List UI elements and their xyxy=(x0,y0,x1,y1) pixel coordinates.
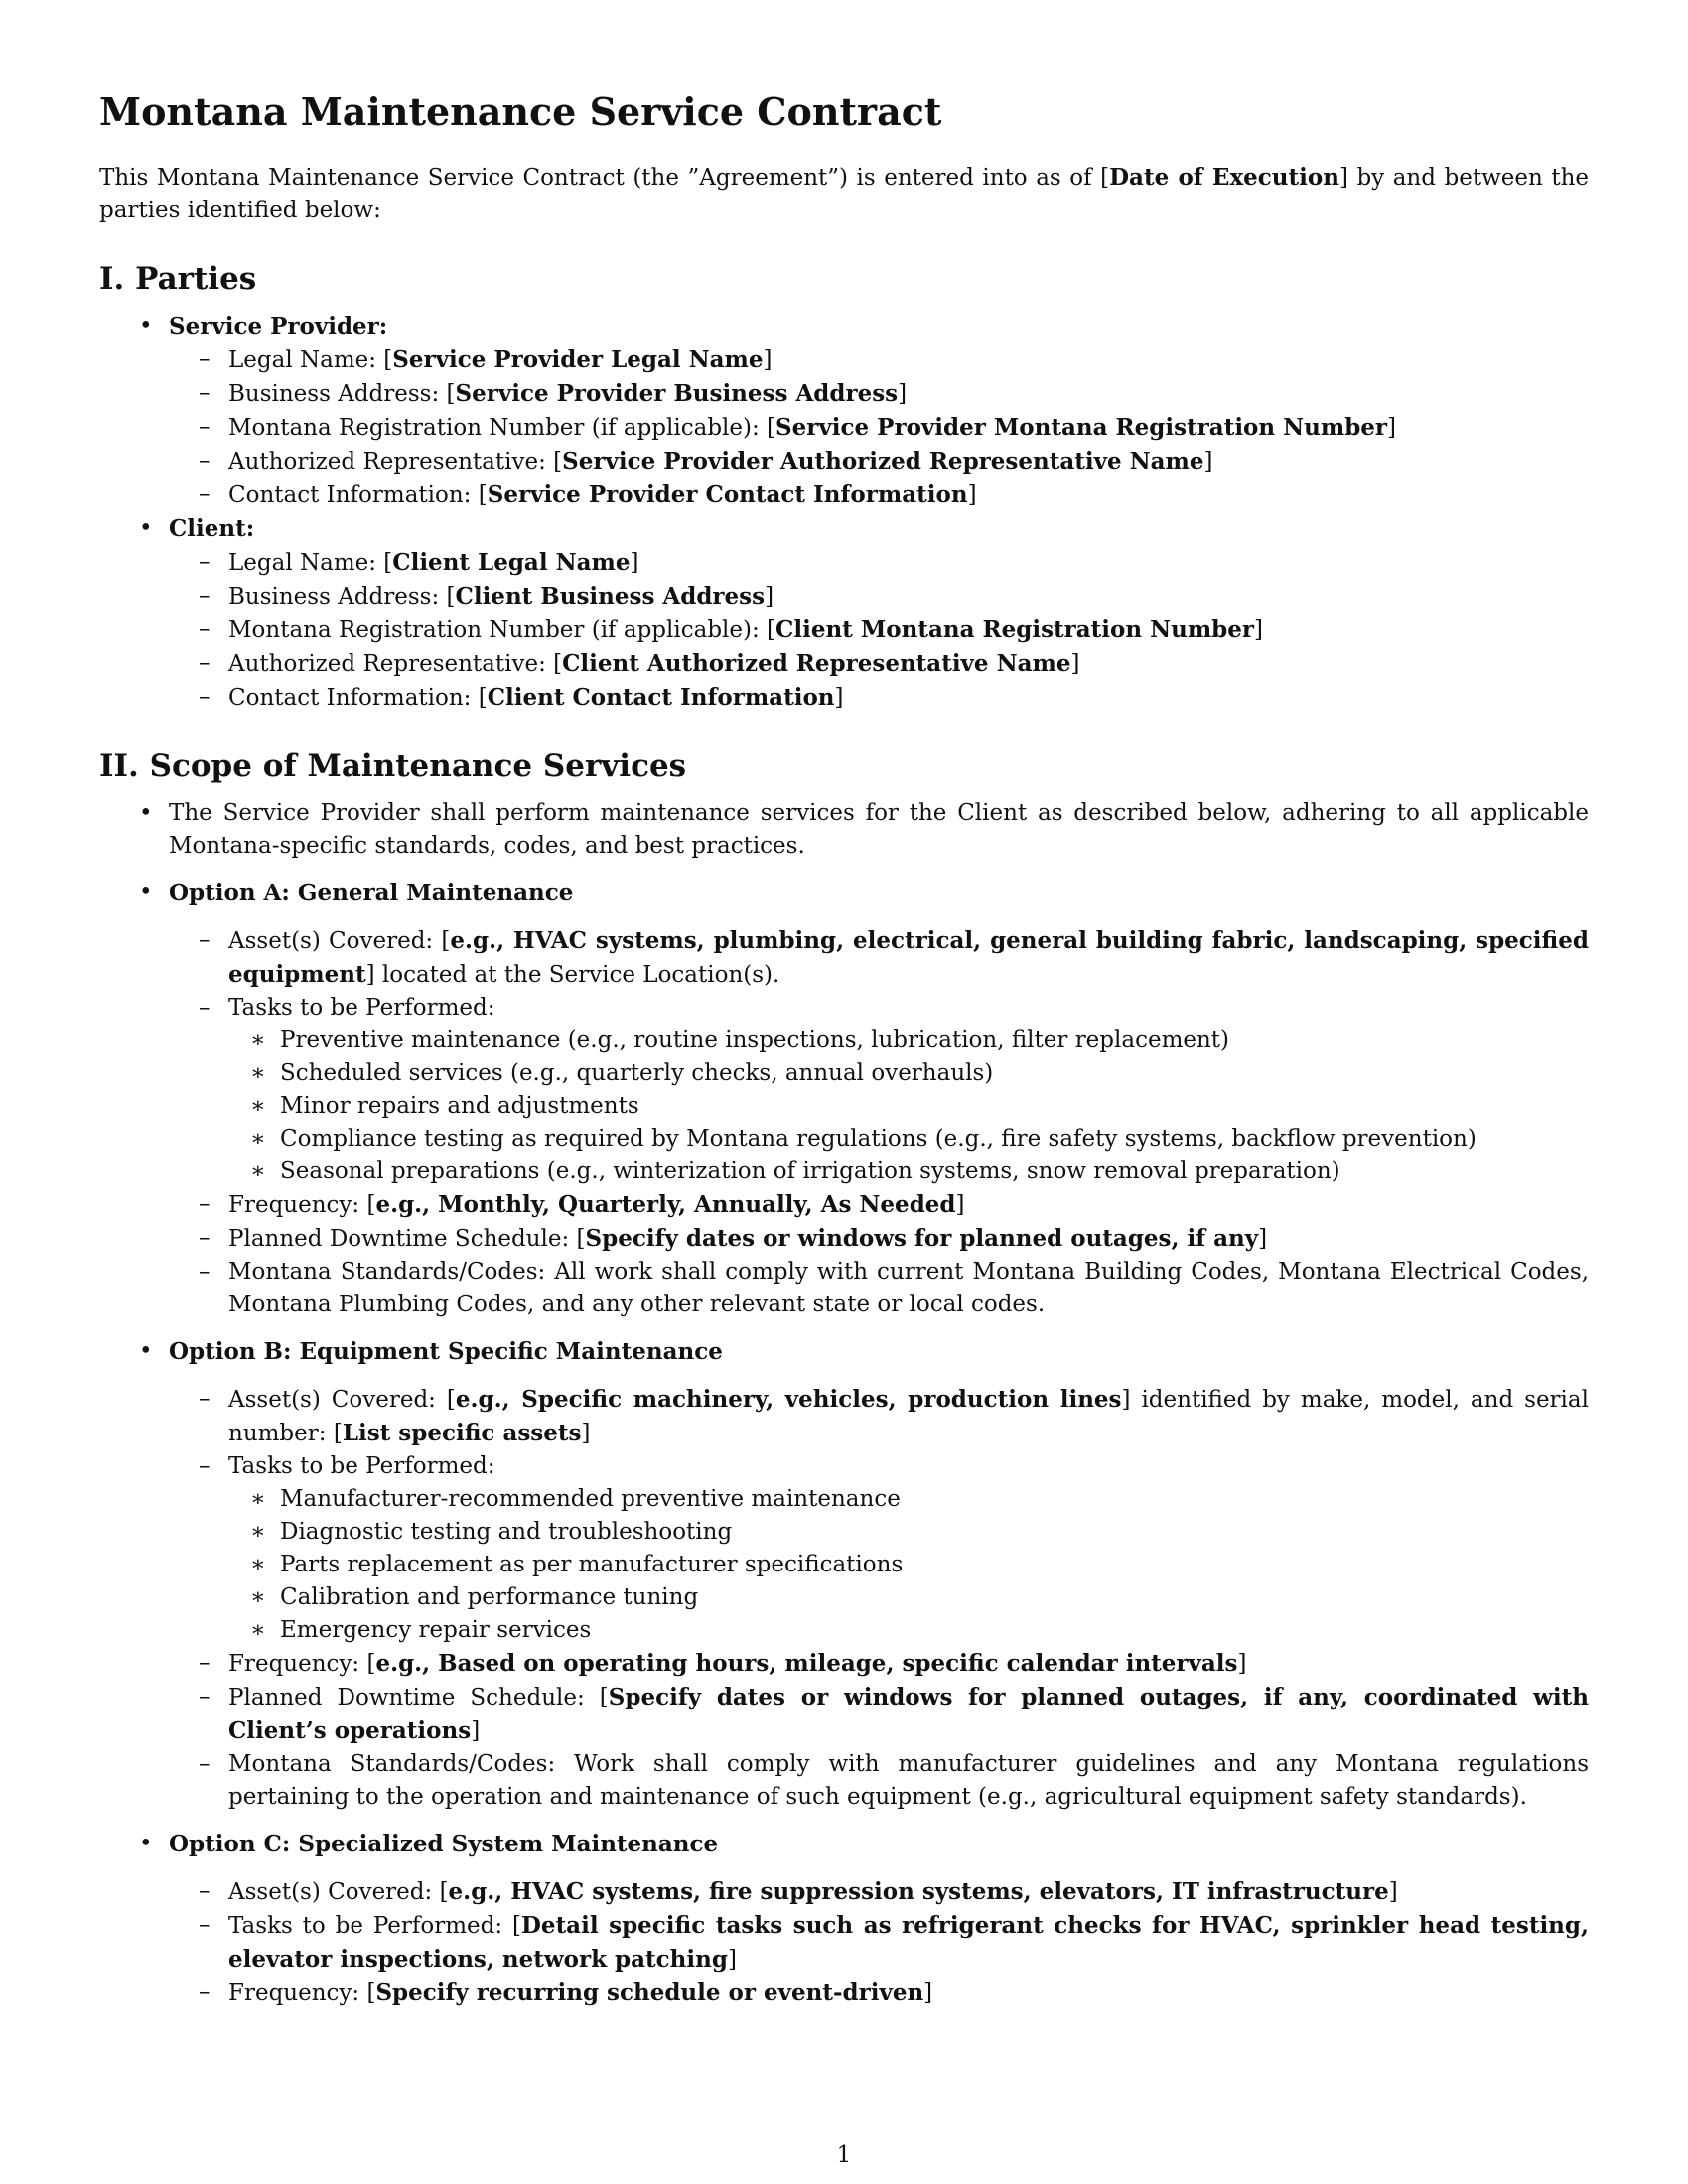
service-provider-fields xyxy=(169,343,1589,512)
document-page xyxy=(99,79,1589,2010)
task-item: ∗ Preventive maintenance (e.g., routine inspections, lubrication, filter replacement) xyxy=(228,1024,1589,1057)
option-a-frequency: – Frequency: [e.g., Monthly, Quarterly, Annually, As Needed] xyxy=(169,1188,1589,1222)
option-a xyxy=(99,877,1589,1321)
option-b-label: Option B: Equipment Specific Maintenance xyxy=(169,1337,723,1365)
provider-field: – Legal Name: [Service Provider Legal Name] xyxy=(169,343,1589,377)
option-a-standards: – Montana Standards/Codes: All work shall comply with current Montana Building Codes, Montana Electrical Codes, Montana Plumbing Codes, and any other relevant state or local codes. xyxy=(169,1256,1589,1321)
option-c-tasks: – Tasks to be Performed: [Detail specific tasks such as refrigerant checks for HVAC, sprinkler head testing, elevator inspections, network patching] xyxy=(169,1909,1589,1977)
client-item xyxy=(99,512,1589,715)
client-field: – Montana Registration Number (if applicable): [Client Montana Registration Number] xyxy=(169,614,1589,647)
section-heading-scope: II. Scope of Maintenance Services xyxy=(99,748,687,784)
option-a-label: Option A: General Maintenance xyxy=(169,879,574,906)
client-fields xyxy=(169,546,1589,715)
task-item: ∗ Minor repairs and adjustments xyxy=(228,1090,1589,1123)
scope-intro: • The Service Provider shall perform maintenance services for the Client as described below, adhering to all applicable Montana-specific standards, codes, and best practices. xyxy=(99,797,1589,863)
task-item: ∗ Scheduled services (e.g., quarterly checks, annual overhauls) xyxy=(228,1057,1589,1090)
option-b-downtime: – Planned Downtime Schedule: [Specify dates or windows for planned outages, if any, coordinated with Client’s operations] xyxy=(169,1681,1589,1748)
intro-paragraph xyxy=(99,161,1589,227)
intro-text: This Montana Maintenance Service Contract (the ”Agreement”) is entered into as of [ xyxy=(99,164,1110,191)
provider-field: – Business Address: [Service Provider Business Address] xyxy=(169,377,1589,411)
intro-text-end: ] by and between the parties identified below: xyxy=(99,164,1589,223)
option-b-task-list xyxy=(228,1483,1589,1647)
task-item: ∗ Diagnostic testing and troubleshooting xyxy=(228,1516,1589,1549)
provider-field: – Contact Information: [Service Provider Contact Information] xyxy=(169,478,1589,512)
service-provider-item xyxy=(99,310,1589,512)
provider-field: – Authorized Representative: [Service Provider Authorized Representative Name] xyxy=(169,445,1589,478)
provider-field: – Montana Registration Number (if applicable): [Service Provider Montana Registration Number] xyxy=(169,411,1589,445)
date-of-execution: Date of Execution xyxy=(1109,163,1339,191)
service-provider-label: Service Provider: xyxy=(169,312,388,340)
option-c-assets: – Asset(s) Covered: [e.g., HVAC systems, fire suppression systems, elevators, IT infrastructure] xyxy=(169,1875,1589,1909)
option-a-downtime: – Planned Downtime Schedule: [Specify dates or windows for planned outages, if any] xyxy=(169,1222,1589,1256)
option-c-details xyxy=(169,1875,1589,2010)
option-c xyxy=(99,1828,1589,2010)
task-item: ∗ Compliance testing as required by Montana regulations (e.g., fire safety systems, backflow prevention) xyxy=(228,1123,1589,1156)
option-b-standards: – Montana Standards/Codes: Work shall comply with manufacturer guidelines and any Montana regulations pertaining to the operation and maintenance of such equipment (e.g., agricultural equipment safety standards). xyxy=(169,1748,1589,1814)
task-item: ∗ Manufacturer-recommended preventive maintenance xyxy=(228,1483,1589,1516)
page-number: 1 xyxy=(836,2142,852,2168)
parties-list xyxy=(99,310,1589,715)
client-field: – Contact Information: [Client Contact Information] xyxy=(169,681,1589,715)
option-a-details xyxy=(169,924,1589,1321)
client-field: – Legal Name: [Client Legal Name] xyxy=(169,546,1589,580)
client-field: – Business Address: [Client Business Address] xyxy=(169,580,1589,614)
option-c-label: Option C: Specialized System Maintenance xyxy=(169,1830,719,1857)
section-heading-parties: I. Parties xyxy=(99,260,257,297)
option-b-tasks: – Tasks to be Performed: ∗ Manufacturer-recommended preventive maintenance ∗ Diagnostic testing and troubleshooting ∗ Parts replacement as per manufacturer specifications ∗ Calibration and performance tuning ∗ Emergency repair services xyxy=(169,1450,1589,1647)
scope-list xyxy=(99,797,1589,2010)
option-b xyxy=(99,1335,1589,1814)
task-item: ∗ Calibration and performance tuning xyxy=(228,1581,1589,1614)
option-a-task-list xyxy=(228,1024,1589,1188)
task-item: ∗ Parts replacement as per manufacturer specifications xyxy=(228,1549,1589,1581)
option-a-assets: – Asset(s) Covered: [e.g., HVAC systems, plumbing, electrical, general building fabric, landscaping, specified equipment] located at the Service Location(s). xyxy=(169,924,1589,992)
option-c-frequency: – Frequency: [Specify recurring schedule or event-driven] xyxy=(169,1977,1589,2010)
option-b-assets: – Asset(s) Covered: [e.g., Specific machinery, vehicles, production lines] identified by make, model, and serial number: [List specific assets] xyxy=(169,1383,1589,1450)
document-title: Montana Maintenance Service Contract xyxy=(99,89,942,134)
option-b-details xyxy=(169,1383,1589,1814)
option-a-tasks: – Tasks to be Performed: ∗ Preventive maintenance (e.g., routine inspections, lubrication, filter replacement) ∗ Scheduled services (e.g., quarterly checks, annual overhauls) ∗ Minor repairs and adjustments ∗ Compliance testing as required by Montana regulations (e.g., fire safety systems, backflow prevention) ∗ Seasonal preparations (e.g., winterization of irrigation systems, snow removal preparation) xyxy=(169,992,1589,1188)
client-label: Client: xyxy=(169,514,255,542)
task-item: ∗ Seasonal preparations (e.g., winterization of irrigation systems, snow removal preparation) xyxy=(228,1156,1589,1188)
task-item: ∗ Emergency repair services xyxy=(228,1614,1589,1647)
option-b-frequency: – Frequency: [e.g., Based on operating hours, mileage, specific calendar intervals] xyxy=(169,1647,1589,1681)
client-field: – Authorized Representative: [Client Authorized Representative Name] xyxy=(169,647,1589,681)
